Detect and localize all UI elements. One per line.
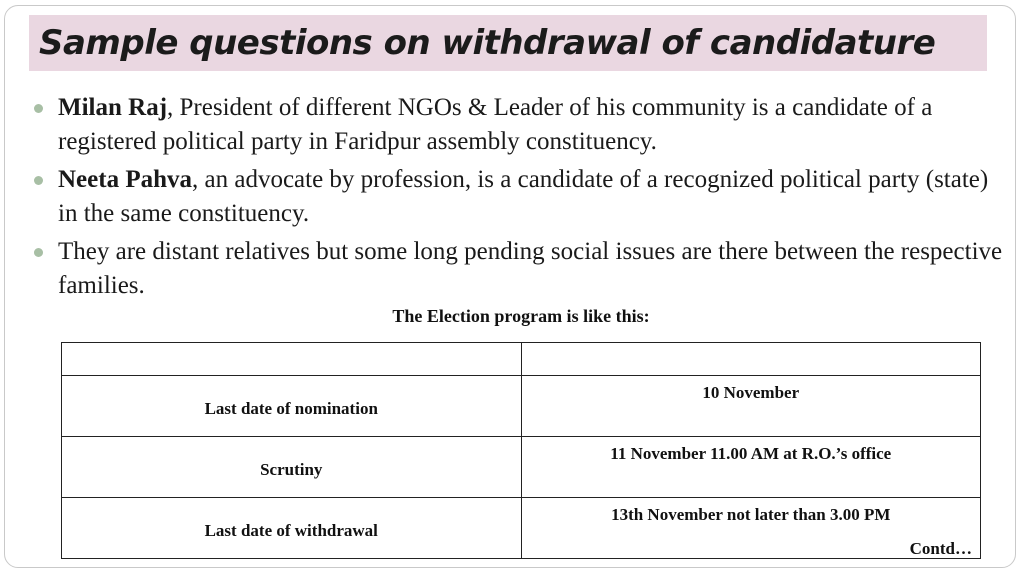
bullet-item xyxy=(30,163,1005,231)
bullet-list xyxy=(30,91,1005,307)
event-cell: Last date of nomination xyxy=(62,376,522,437)
date-cell: 13th November not later than 3.00 PM xyxy=(521,498,981,559)
bullet-dot-icon xyxy=(34,248,43,257)
bullet-name: Milan Raj xyxy=(58,94,168,121)
bullet-dot-icon xyxy=(34,104,43,113)
table-row xyxy=(62,498,981,559)
event-cell: Scrutiny xyxy=(62,437,522,498)
bullet-item xyxy=(30,91,1005,159)
contd-label: Contd… xyxy=(909,539,972,558)
election-program-table xyxy=(61,342,981,559)
event-cell: Last date of withdrawal xyxy=(62,498,522,559)
table-row xyxy=(62,437,981,498)
bullet-text: , President of different NGOs & Leader of his community is a candidate of a registered political party in Faridpur assembly constituency. xyxy=(58,94,933,155)
bullet-text: , an advocate by profession, is a candidate of a recognized political party (state) in the same constituency. xyxy=(58,166,989,227)
table-header-cell xyxy=(62,343,522,376)
bullet-name: Neeta Pahva xyxy=(58,166,192,193)
table-header-row xyxy=(62,343,981,376)
bullet-dot-icon xyxy=(34,176,43,185)
bullet-text: They are distant relatives but some long pending social issues are there between the respective families. xyxy=(58,238,1003,299)
date-cell: 10 November xyxy=(521,376,981,437)
table-header-cell xyxy=(521,343,981,376)
date-cell: 11 November 11.00 AM at R.O.’s office xyxy=(521,437,981,498)
bullet-item xyxy=(30,235,1005,303)
slide-title: Sample questions on withdrawal of candidature xyxy=(39,23,936,63)
table-row xyxy=(62,376,981,437)
program-heading: The Election program is like this: xyxy=(392,306,650,326)
